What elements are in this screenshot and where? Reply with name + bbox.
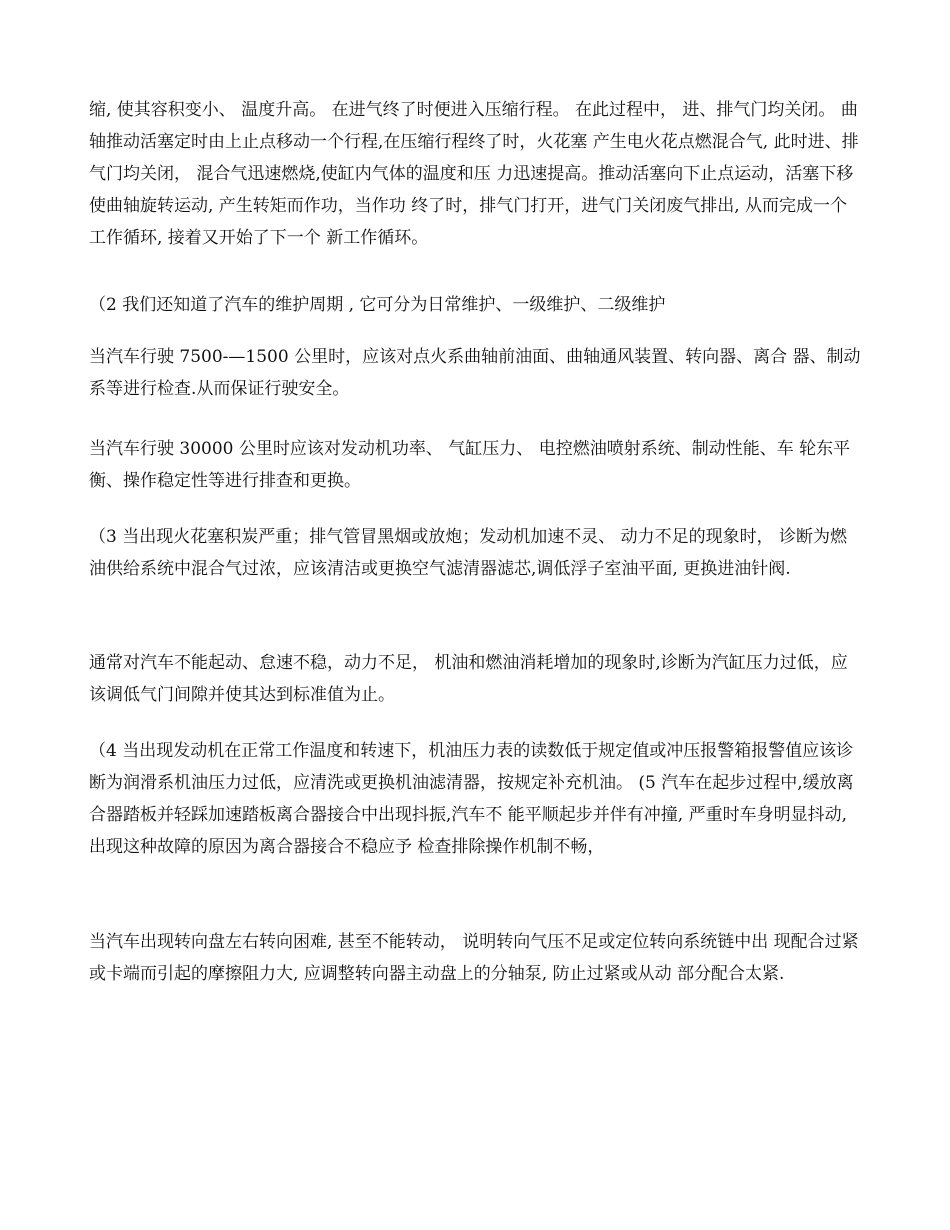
paragraph-low-cylinder-pressure: 通常对汽车不能起动、怠速不稳，动力不足， 机油和燃油消耗增加的现象时,诊断为汽缸压力过低，应该调低气门间隙并使其达到标准值为止。 bbox=[89, 653, 848, 705]
paragraph-maintenance-periods: （2 我们还知道了汽车的维护周期 , 它可分为日常维护、一级维护、二级维护 bbox=[89, 295, 666, 315]
paragraph-7500km-check: 当汽车行驶 7500-—1500 公里时，应该对点火系曲轴前油面、曲轴通风装置、转向器、离合 器、制动系等进行检查.从而保证行驶安全。 bbox=[89, 347, 861, 399]
paragraph-30000km-check: 当汽车行驶 30000 公里时应该对发动机功率、 气缸压力、 电控燃油喷射系统、制动性能、车 轮东平衡、操作稳定性等进行排查和更换。 bbox=[89, 439, 851, 491]
paragraph-oil-pressure-clutch: （4 当出现发动机在正常工作温度和转速下，机油压力表的读数低于规定值或冲压报警箱报警值应该诊断为润滑系机油压力过低，应清洗或更换机油滤清器，按规定补充机油。 (5 汽车在起步过程中,缓放离合器踏板并轻踩加速踏板离合器接合中出现抖振,汽车不 能平顺起步并伴有冲撞, 严重时车身明显抖动, 出现这种故障的原因为离合器接合不稳应予 检查排除操作机制不畅， bbox=[89, 741, 854, 857]
paragraph-spark-plug-carbon: （3 当出现火花塞积炭严重；排气管冒黑烟或放炮；发动机加速不灵、 动力不足的现象时， 诊断为燃油供给系统中混合气过浓，应该清洁或更换空气滤清器滤芯,调低浮子室油平面, 更换进油针阀. bbox=[89, 527, 848, 579]
paragraph-engine-cycle: 缩, 使其容积变小、 温度升高。 在进气终了时便进入压缩行程。 在此过程中， 进、排气门均关闭。 曲轴推动活塞定时由上止点移动一个行程,在压缩行程终了时，火花塞 产生电火花点燃混合气, 此时进、排气门均关闭， 混合气迅速燃烧,使缸内气体的温度和压 力迅速提高。推动活塞向下止点运动，活塞下移使曲轴旋转运动, 产生转矩而作功，当作功 终了时，排气门打开，进气门关闭废气排出, 从而完成一个工作循环, 接着又开始了下一个 新工作循环。 bbox=[89, 100, 859, 248]
paragraph-steering-difficulty: 当汽车出现转向盘左右转向困难, 甚至不能转动， 说明转向气压不足或定位转向系统链中出 现配合过紧或卡端而引起的摩擦阻力大, 应调整转向器主动盘上的分轴泵, 防止过紧或从动 部分配合太紧. bbox=[89, 932, 859, 984]
